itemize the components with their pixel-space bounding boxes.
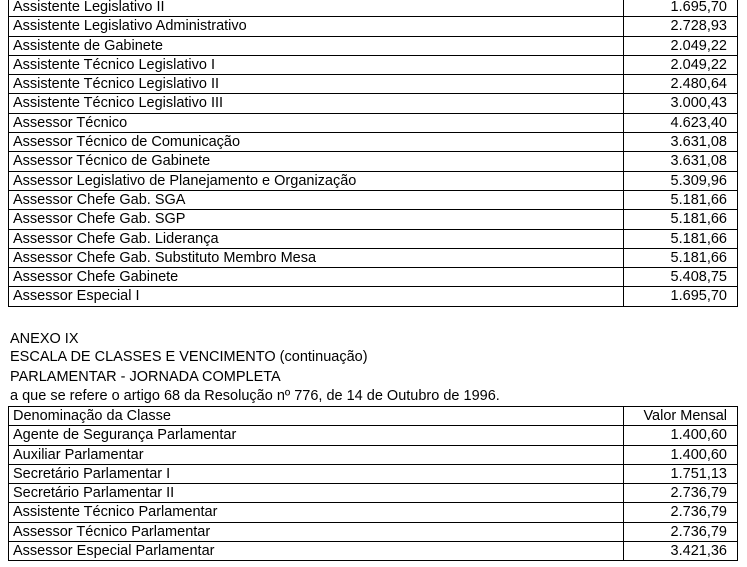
class-name-cell: Assessor Técnico de Comunicação <box>9 133 624 152</box>
table-row <box>9 113 738 132</box>
monthly-value-cell: 5.309,96 <box>624 171 738 190</box>
monthly-value-cell: 2.736,79 <box>624 503 738 522</box>
monthly-value-cell: 1.695,70 <box>624 0 738 17</box>
monthly-value-cell: 5.181,66 <box>624 248 738 267</box>
monthly-value-cell: 3.000,43 <box>624 94 738 113</box>
table-row <box>9 464 738 483</box>
monthly-value-cell: 3.631,08 <box>624 152 738 171</box>
class-name-cell: Assistente Técnico Parlamentar <box>9 503 624 522</box>
class-name-cell: Assessor Técnico <box>9 113 624 132</box>
monthly-value-cell: 1.751,13 <box>624 464 738 483</box>
class-name-cell: Assistente Técnico Legislativo I <box>9 55 624 74</box>
class-name-cell: Assessor Chefe Gab. SGP <box>9 210 624 229</box>
section-title: ESCALA DE CLASSES E VENCIMENTO (continuação) <box>10 349 368 365</box>
annex-label: ANEXO IX <box>10 331 79 347</box>
class-name-cell: Assistente de Gabinete <box>9 36 624 55</box>
salary-table-continued <box>8 0 738 307</box>
class-name-cell: Assessor Especial I <box>9 287 624 306</box>
parliamentary-table-body <box>9 426 738 561</box>
table-row <box>9 190 738 209</box>
monthly-value-cell: 3.631,08 <box>624 133 738 152</box>
class-name-cell: Assessor Chefe Gab. SGA <box>9 190 624 209</box>
monthly-value-cell: 1.695,70 <box>624 287 738 306</box>
table-row <box>9 17 738 36</box>
class-name-cell: Secretário Parlamentar I <box>9 464 624 483</box>
monthly-value-cell: 2.049,22 <box>624 36 738 55</box>
table-row <box>9 522 738 541</box>
parliamentary-salary-table <box>8 406 738 561</box>
table-row <box>9 503 738 522</box>
class-name-cell: Assessor Chefe Gabinete <box>9 268 624 287</box>
section-subtitle: PARLAMENTAR - JORNADA COMPLETA <box>10 369 281 385</box>
table-row <box>9 133 738 152</box>
class-name-cell: Auxiliar Parlamentar <box>9 445 624 464</box>
class-name-cell: Assistente Legislativo II <box>9 0 624 17</box>
class-name-cell: Assistente Técnico Legislativo III <box>9 94 624 113</box>
monthly-value-cell: 4.623,40 <box>624 113 738 132</box>
monthly-value-cell: 5.181,66 <box>624 190 738 209</box>
monthly-value-cell: 5.408,75 <box>624 268 738 287</box>
class-name-cell: Assistente Legislativo Administrativo <box>9 17 624 36</box>
monthly-value-cell: 5.181,66 <box>624 210 738 229</box>
class-name-cell: Agente de Segurança Parlamentar <box>9 426 624 445</box>
table-row <box>9 229 738 248</box>
table-row <box>9 94 738 113</box>
legal-reference: a que se refere o artigo 68 da Resolução nº 776, de 14 de Outubro de 1996. <box>10 388 500 404</box>
table-header-row <box>9 407 738 426</box>
class-name-cell: Assessor Técnico de Gabinete <box>9 152 624 171</box>
table-row <box>9 248 738 267</box>
table-row <box>9 484 738 503</box>
column-header-monthly-value: Valor Mensal <box>624 407 738 426</box>
class-name-cell: Assessor Técnico Parlamentar <box>9 522 624 541</box>
column-header-class-name: Denominação da Classe <box>9 407 624 426</box>
monthly-value-cell: 5.181,66 <box>624 229 738 248</box>
salary-table-body <box>9 0 738 306</box>
table-row <box>9 75 738 94</box>
table-row <box>9 542 738 561</box>
monthly-value-cell: 1.400,60 <box>624 426 738 445</box>
table-row <box>9 55 738 74</box>
table-row <box>9 152 738 171</box>
class-name-cell: Assessor Legislativo de Planejamento e Organização <box>9 171 624 190</box>
monthly-value-cell: 3.421,36 <box>624 542 738 561</box>
monthly-value-cell: 1.400,60 <box>624 445 738 464</box>
table-row <box>9 36 738 55</box>
class-name-cell: Assistente Técnico Legislativo II <box>9 75 624 94</box>
table-row <box>9 287 738 306</box>
class-name-cell: Assessor Especial Parlamentar <box>9 542 624 561</box>
monthly-value-cell: 2.736,79 <box>624 522 738 541</box>
table-row <box>9 445 738 464</box>
table-row <box>9 171 738 190</box>
monthly-value-cell: 2.736,79 <box>624 484 738 503</box>
table-row <box>9 210 738 229</box>
monthly-value-cell: 2.480,64 <box>624 75 738 94</box>
table-row <box>9 268 738 287</box>
table-row <box>9 426 738 445</box>
class-name-cell: Assessor Chefe Gab. Liderança <box>9 229 624 248</box>
class-name-cell: Secretário Parlamentar II <box>9 484 624 503</box>
monthly-value-cell: 2.049,22 <box>624 55 738 74</box>
monthly-value-cell: 2.728,93 <box>624 17 738 36</box>
table-row <box>9 0 738 17</box>
class-name-cell: Assessor Chefe Gab. Substituto Membro Mesa <box>9 248 624 267</box>
